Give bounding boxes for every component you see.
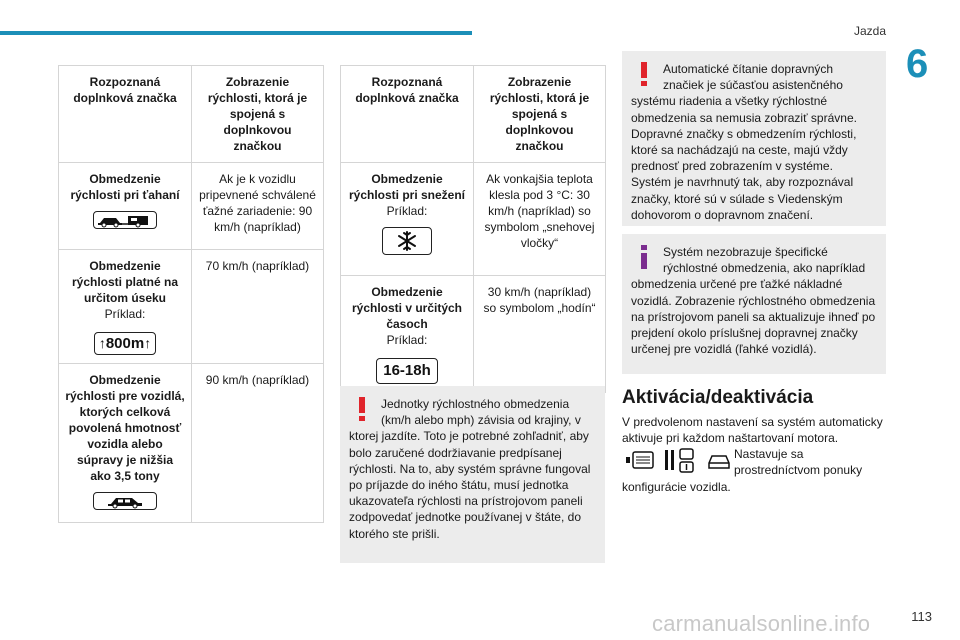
settings-text: Nastavuje sa prostredníctvom ponuky: [734, 447, 863, 478]
section-title: Jazda: [853, 24, 886, 38]
table-header-row: [341, 66, 606, 163]
row-title: Obmedzenie rýchlosti pri ťahaní: [70, 172, 180, 202]
activation-heading: Aktivácia/deaktivácia: [622, 387, 814, 408]
note-text: Jednotky rýchlostného obmedzenia (km/h alebo mph) závisia od krajiny, v ktorej jazdíte. Toto je potrebné zohľadniť, aby bolo zaručené dodržiavanie predpísanej rýchlosti. Na to, aby systém správne fungoval po príjazde do iného štátu, musí jednotka ukazovateľa rýchlosti na prístrojovom paneli zodpovedať jednotke používanej v štáte, do ktorého ste prišli.: [349, 397, 591, 541]
time-sign-text: 16-18h: [383, 362, 431, 379]
row-title: Obmedzenie rýchlosti platné na určitom úseku: [71, 259, 179, 305]
table-row: [59, 364, 324, 523]
note-text: Systém nezobrazuje špecifické rýchlostné obmedzenia, ako napríklad obmedzenia určené pre ťažké nákladné vozidlá. Zobrazenie rýchlostného obmedzenia na prístrojovom paneli sa aktualizuje ihneď po prejdení okolo príslušnej dopravnej značky určenej pre vozidlá (ľahké vozidlá).: [631, 245, 876, 357]
row-value: Ak je k vozidlu pripevnené schválené ťažné zariadenie: 90 km/h (napríklad): [192, 163, 324, 250]
row-value: 90 km/h (napríklad): [192, 364, 324, 523]
warning-note-auto-reading: [622, 51, 886, 226]
row-title: Obmedzenie rýchlosti pre vozidlá, ktorých celková povolená hmotnosť vozidla alebo súpravy je nižšia ako 3,5 tony: [65, 373, 185, 483]
car-icon: [93, 492, 157, 510]
note-text: Automatické čítanie dopravných značiek je súčasťou asistenčného systému riadenia a všetky rýchlostné obmedzenia sa nemusia zobraziť správne. Dopravné značky s obmedzením rýchlosti, ktoré sa nachádzajú na ceste, majú vždy prednosť pred zobrazením v systéme. Systém je navrhnutý tak, aby rozpoznával značky, ktoré sú v súlade s Viedenským dohovorom o dopravnom značení.: [631, 62, 857, 222]
settings-text-continued: konfigurácie vozidla.: [622, 480, 731, 494]
supplementary-signs-table-left: [58, 65, 324, 523]
row-value: 30 km/h (napríklad) so symbolom „hodín“: [474, 276, 606, 393]
table-header-row: [59, 66, 324, 163]
warning-note-units: [340, 386, 605, 563]
info-note-heavy-vehicles: [622, 234, 886, 374]
row-title: Obmedzenie rýchlosti v určitých časoch: [351, 285, 463, 331]
row-value: 70 km/h (napríklad): [192, 250, 324, 364]
warning-exclamation-icon: [355, 397, 369, 421]
table-row: [341, 276, 606, 393]
watermark: carmanualsonline.info: [652, 611, 871, 636]
row-example-label: Príklad:: [386, 333, 428, 347]
snowflake-icon: [382, 227, 432, 255]
car-settings-icon: [706, 451, 732, 471]
col-header-recognized-sign: Rozpoznaná doplnková značka: [59, 66, 192, 163]
chapter-number: 6: [906, 42, 929, 86]
row-title: Obmedzenie rýchlosti pri snežení: [348, 172, 466, 202]
header-accent-bar: [0, 31, 472, 35]
row-value: Ak vonkajšia teplota klesla pod 3 °C: 30 km/h (napríklad) so symbolom „snehovej vločky“: [474, 163, 606, 276]
table-row: [341, 163, 606, 276]
col-header-speed-display: Zobrazenie rýchlosti, ktorá je spojená s doplnkovou značkou: [192, 66, 324, 163]
row-example-label: Príklad:: [386, 204, 428, 218]
info-icon: [637, 245, 651, 269]
settings-icons-row: [626, 448, 732, 474]
car-trailer-icon: [93, 211, 157, 229]
col-header-speed-display: Zobrazenie rýchlosti, ktorá je spojená s doplnkovou značkou: [474, 66, 606, 163]
table-row: [59, 250, 324, 364]
table-row: [59, 163, 324, 250]
warning-exclamation-icon: [637, 62, 651, 86]
col-header-recognized-sign: Rozpoznaná doplnková značka: [341, 66, 474, 163]
distance-sign-icon: ↑800m↑: [94, 332, 156, 355]
page-number: 113: [911, 609, 932, 624]
distance-sign-text: 800m: [105, 335, 145, 352]
activation-text: V predvolenom nastavení sa systém automaticky aktivuje pri každom naštartovaní motora.: [622, 415, 883, 446]
vehicle-menu-icon: [664, 448, 696, 474]
time-sign-icon: [376, 358, 438, 384]
row-example-label: Príklad:: [104, 307, 146, 321]
display-settings-icon: [626, 451, 654, 471]
supplementary-signs-table-right: [340, 65, 606, 393]
